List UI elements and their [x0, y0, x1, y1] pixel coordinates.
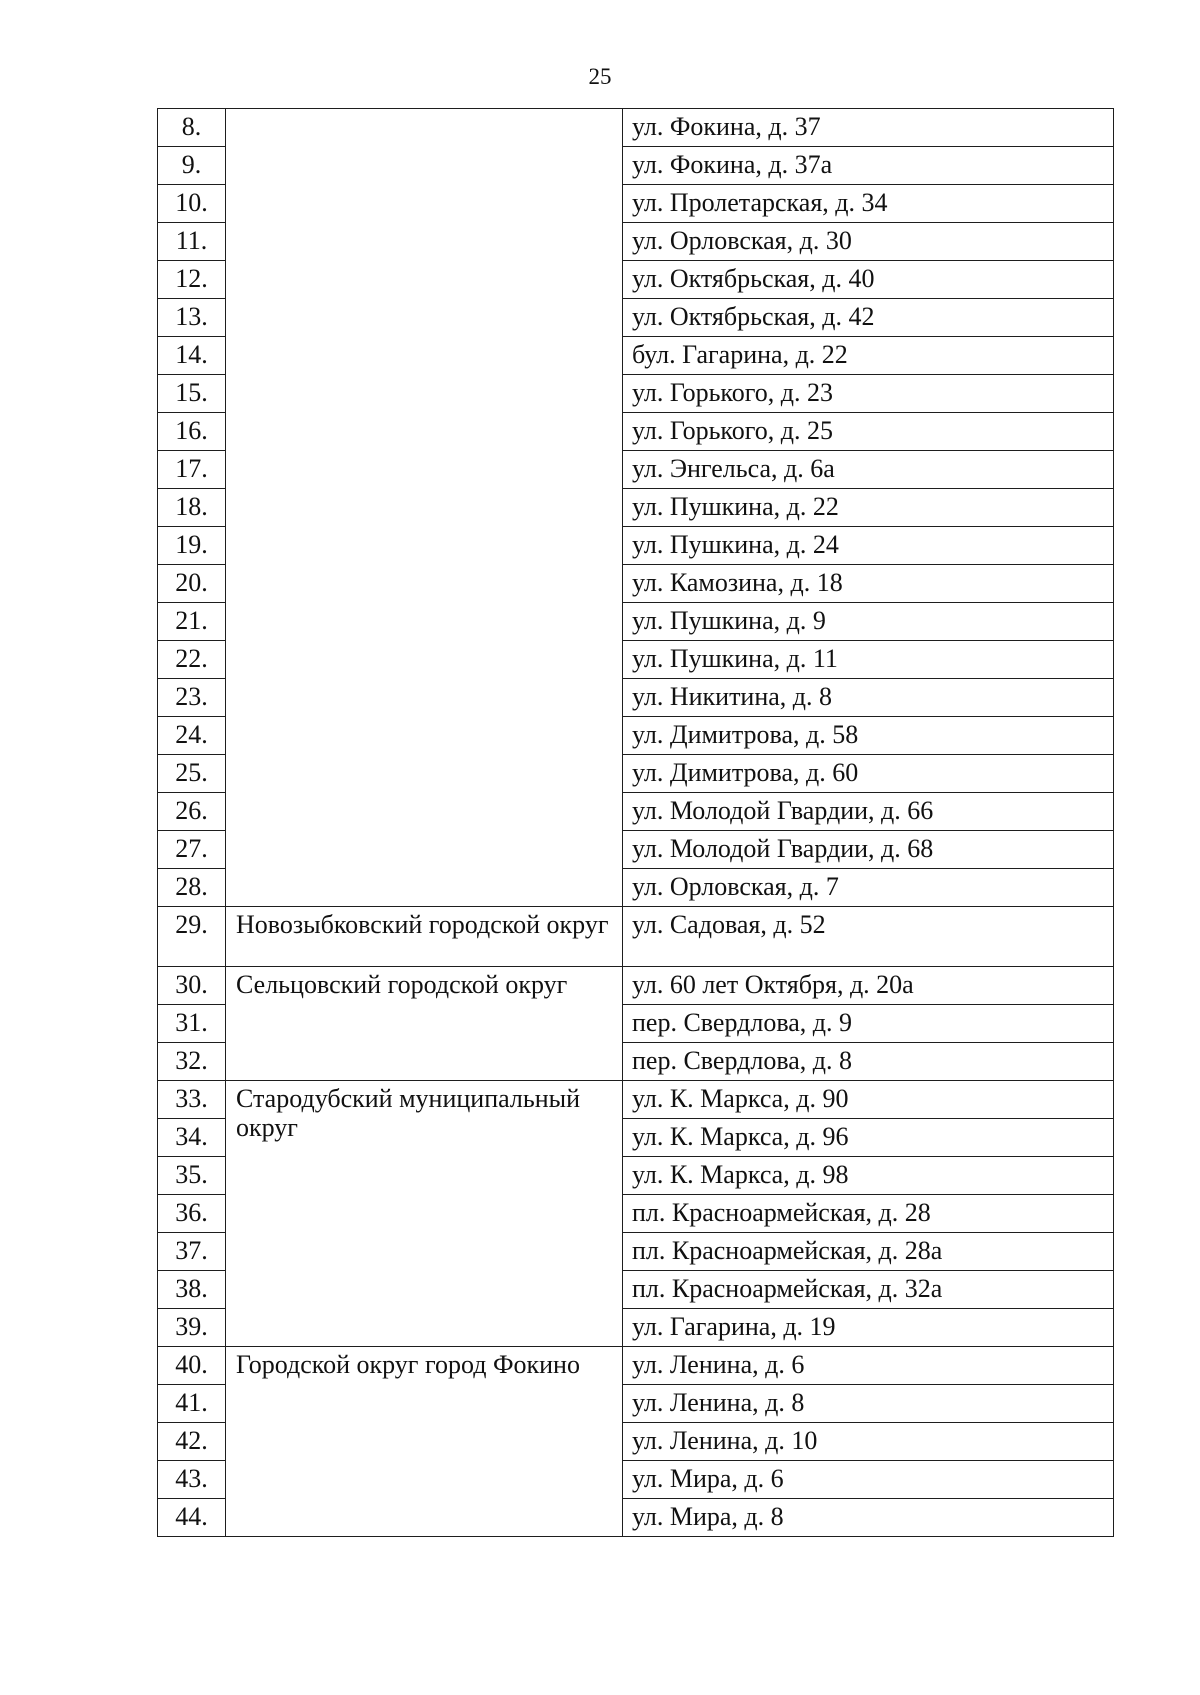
row-number-cell: 39.	[158, 1309, 226, 1347]
row-number-cell: 38.	[158, 1271, 226, 1309]
address-cell: ул. Горького, д. 23	[623, 375, 1114, 413]
row-number-cell: 13.	[158, 299, 226, 337]
table-row	[158, 967, 1114, 1005]
address-cell: бул. Гагарина, д. 22	[623, 337, 1114, 375]
row-number-cell: 28.	[158, 869, 226, 907]
address-cell: ул. 60 лет Октября, д. 20а	[623, 967, 1114, 1005]
address-cell: пер. Свердлова, д. 9	[623, 1005, 1114, 1043]
address-cell: пл. Красноармейская, д. 28	[623, 1195, 1114, 1233]
address-cell: ул. Пушкина, д. 22	[623, 489, 1114, 527]
row-number-cell: 44.	[158, 1499, 226, 1537]
row-number-cell: 29.	[158, 907, 226, 967]
address-table-body	[158, 109, 1114, 1537]
address-cell: ул. Ленина, д. 10	[623, 1423, 1114, 1461]
address-cell: ул. Октябрьская, д. 42	[623, 299, 1114, 337]
row-number-cell: 31.	[158, 1005, 226, 1043]
address-cell: ул. Орловская, д. 7	[623, 869, 1114, 907]
row-number-cell: 40.	[158, 1347, 226, 1385]
row-number-cell: 26.	[158, 793, 226, 831]
address-cell: ул. Ленина, д. 6	[623, 1347, 1114, 1385]
row-number-cell: 35.	[158, 1157, 226, 1195]
address-cell: ул. Пушкина, д. 9	[623, 603, 1114, 641]
row-number-cell: 19.	[158, 527, 226, 565]
table-row	[158, 109, 1114, 147]
row-number-cell: 14.	[158, 337, 226, 375]
address-cell: ул. К. Маркса, д. 98	[623, 1157, 1114, 1195]
row-number-cell: 21.	[158, 603, 226, 641]
address-cell: ул. Ленина, д. 8	[623, 1385, 1114, 1423]
address-cell: ул. Пушкина, д. 24	[623, 527, 1114, 565]
municipality-cell	[226, 109, 623, 907]
municipality-cell: Сельцовский городской округ	[226, 967, 623, 1081]
row-number-cell: 12.	[158, 261, 226, 299]
row-number-cell: 34.	[158, 1119, 226, 1157]
address-cell: ул. Фокина, д. 37а	[623, 147, 1114, 185]
address-cell: ул. Фокина, д. 37	[623, 109, 1114, 147]
address-cell: ул. К. Маркса, д. 90	[623, 1081, 1114, 1119]
row-number-cell: 41.	[158, 1385, 226, 1423]
row-number-cell: 22.	[158, 641, 226, 679]
row-number-cell: 15.	[158, 375, 226, 413]
municipality-cell: Городской округ город Фокино	[226, 1347, 623, 1537]
table-row	[158, 907, 1114, 967]
row-number-cell: 24.	[158, 717, 226, 755]
address-cell: ул. Горького, д. 25	[623, 413, 1114, 451]
address-cell: ул. Мира, д. 6	[623, 1461, 1114, 1499]
row-number-cell: 30.	[158, 967, 226, 1005]
row-number-cell: 18.	[158, 489, 226, 527]
row-number-cell: 37.	[158, 1233, 226, 1271]
address-cell: ул. Мира, д. 8	[623, 1499, 1114, 1537]
table-row	[158, 1081, 1114, 1119]
address-cell: ул. Молодой Гвардии, д. 66	[623, 793, 1114, 831]
municipality-cell: Стародубский муниципальный округ	[226, 1081, 623, 1347]
row-number-cell: 8.	[158, 109, 226, 147]
municipality-cell: Новозыбковский городской округ	[226, 907, 623, 967]
row-number-cell: 10.	[158, 185, 226, 223]
row-number-cell: 33.	[158, 1081, 226, 1119]
row-number-cell: 11.	[158, 223, 226, 261]
address-cell: ул. Гагарина, д. 19	[623, 1309, 1114, 1347]
row-number-cell: 27.	[158, 831, 226, 869]
table-row	[158, 1347, 1114, 1385]
address-cell: ул. Октябрьская, д. 40	[623, 261, 1114, 299]
address-cell: ул. Энгельса, д. 6а	[623, 451, 1114, 489]
row-number-cell: 16.	[158, 413, 226, 451]
address-cell: пл. Красноармейская, д. 28а	[623, 1233, 1114, 1271]
address-cell: ул. Пролетарская, д. 34	[623, 185, 1114, 223]
row-number-cell: 9.	[158, 147, 226, 185]
row-number-cell: 43.	[158, 1461, 226, 1499]
address-cell: ул. Димитрова, д. 58	[623, 717, 1114, 755]
row-number-cell: 36.	[158, 1195, 226, 1233]
address-cell: пл. Красноармейская, д. 32а	[623, 1271, 1114, 1309]
address-cell: ул. Орловская, д. 30	[623, 223, 1114, 261]
address-cell: ул. Садовая, д. 52	[623, 907, 1114, 967]
address-cell: ул. Пушкина, д. 11	[623, 641, 1114, 679]
address-cell: ул. Никитина, д. 8	[623, 679, 1114, 717]
row-number-cell: 20.	[158, 565, 226, 603]
row-number-cell: 17.	[158, 451, 226, 489]
address-cell: ул. Камозина, д. 18	[623, 565, 1114, 603]
address-cell: ул. Димитрова, д. 60	[623, 755, 1114, 793]
page-number: 25	[588, 64, 612, 89]
row-number-cell: 25.	[158, 755, 226, 793]
address-cell: ул. К. Маркса, д. 96	[623, 1119, 1114, 1157]
row-number-cell: 23.	[158, 679, 226, 717]
address-cell: пер. Свердлова, д. 8	[623, 1043, 1114, 1081]
address-table	[157, 108, 1114, 1537]
address-cell: ул. Молодой Гвардии, д. 68	[623, 831, 1114, 869]
row-number-cell: 32.	[158, 1043, 226, 1081]
row-number-cell: 42.	[158, 1423, 226, 1461]
